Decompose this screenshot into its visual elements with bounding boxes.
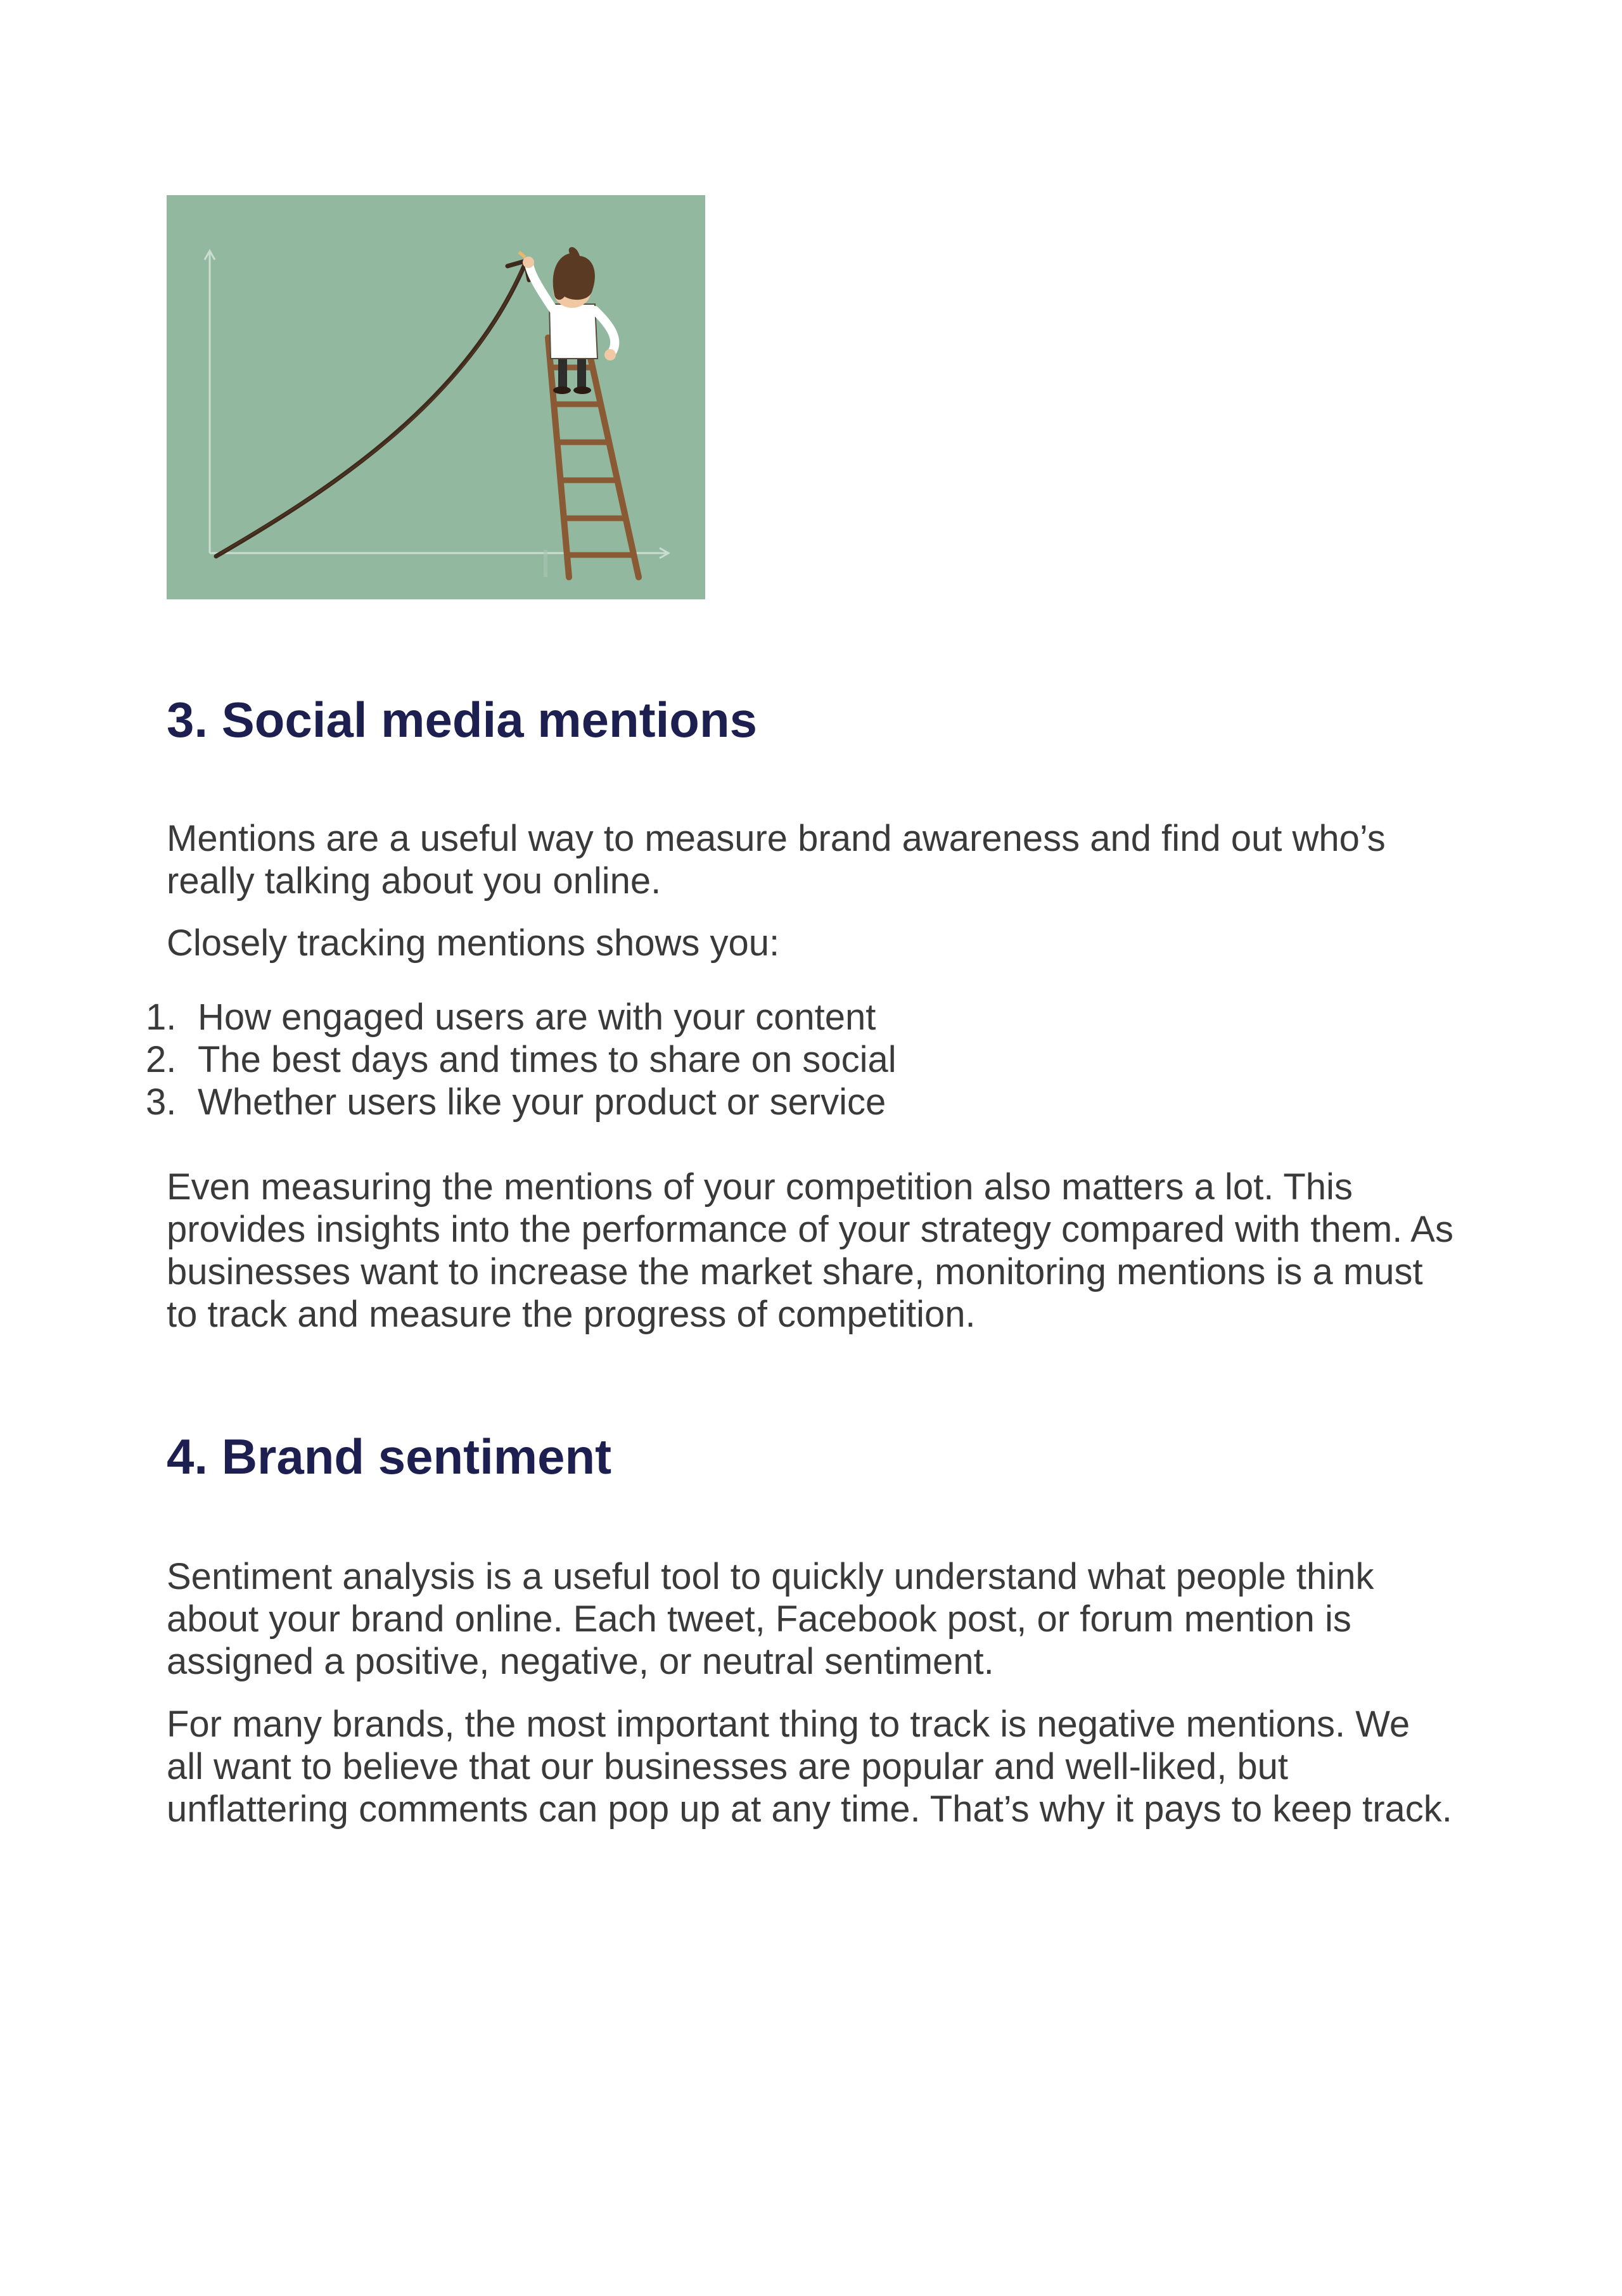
section-3-heading: 3. Social media mentions (167, 692, 757, 748)
section-4-paragraph-2 (167, 1703, 1510, 1830)
person-graphic (519, 247, 616, 394)
list-item (146, 1038, 897, 1081)
section-3-lead: Closely tracking mentions shows you: (167, 922, 780, 964)
text-line: provides insights into the performance of your strategy compared with them. As (167, 1209, 1453, 1250)
list-item-text: Whether users like your product or service (198, 1081, 886, 1123)
mentions-benefits-list (146, 996, 897, 1123)
list-item (146, 996, 897, 1038)
section-4-paragraph-1 (167, 1555, 1510, 1683)
list-number: 1. (146, 997, 177, 1038)
text-line: about your brand online. Each tweet, Facebook post, or forum mention is (167, 1598, 1351, 1640)
text-line: Even measuring the mentions of your competition also matters a lot. This (167, 1166, 1353, 1208)
growth-illustration-svg (167, 195, 705, 599)
list-item-text: How engaged users are with your content (198, 997, 876, 1038)
text-line: businesses want to increase the market share, monitoring mentions is a must (167, 1251, 1423, 1292)
growth-curve-graphic (216, 261, 529, 556)
text-line: unflattering comments can pop up at any time. That’s why it pays to keep track. (167, 1789, 1452, 1830)
text-line: Mentions are a useful way to measure brand awareness and find out who’s (167, 818, 1386, 859)
text-line: Sentiment analysis is a useful tool to quickly understand what people think (167, 1556, 1374, 1597)
section-4-heading: 4. Brand sentiment (167, 1429, 612, 1484)
section-3-intro (167, 817, 1510, 902)
list-number: 2. (146, 1039, 177, 1080)
list-item-text: The best days and times to share on social (198, 1039, 897, 1080)
text-line: assigned a positive, negative, or neutral sentiment. (167, 1641, 994, 1682)
text-line: to track and measure the progress of competition. (167, 1294, 976, 1335)
text-line: really talking about you online. (167, 860, 661, 902)
list-number: 3. (146, 1081, 177, 1123)
growth-chart-illustration (167, 195, 705, 599)
text-line: all want to believe that our businesses are popular and well-liked, but (167, 1746, 1289, 1787)
section-3-competition-paragraph (167, 1166, 1510, 1336)
text-line: For many brands, the most important thing to track is negative mentions. We (167, 1704, 1410, 1745)
list-item (146, 1081, 897, 1123)
